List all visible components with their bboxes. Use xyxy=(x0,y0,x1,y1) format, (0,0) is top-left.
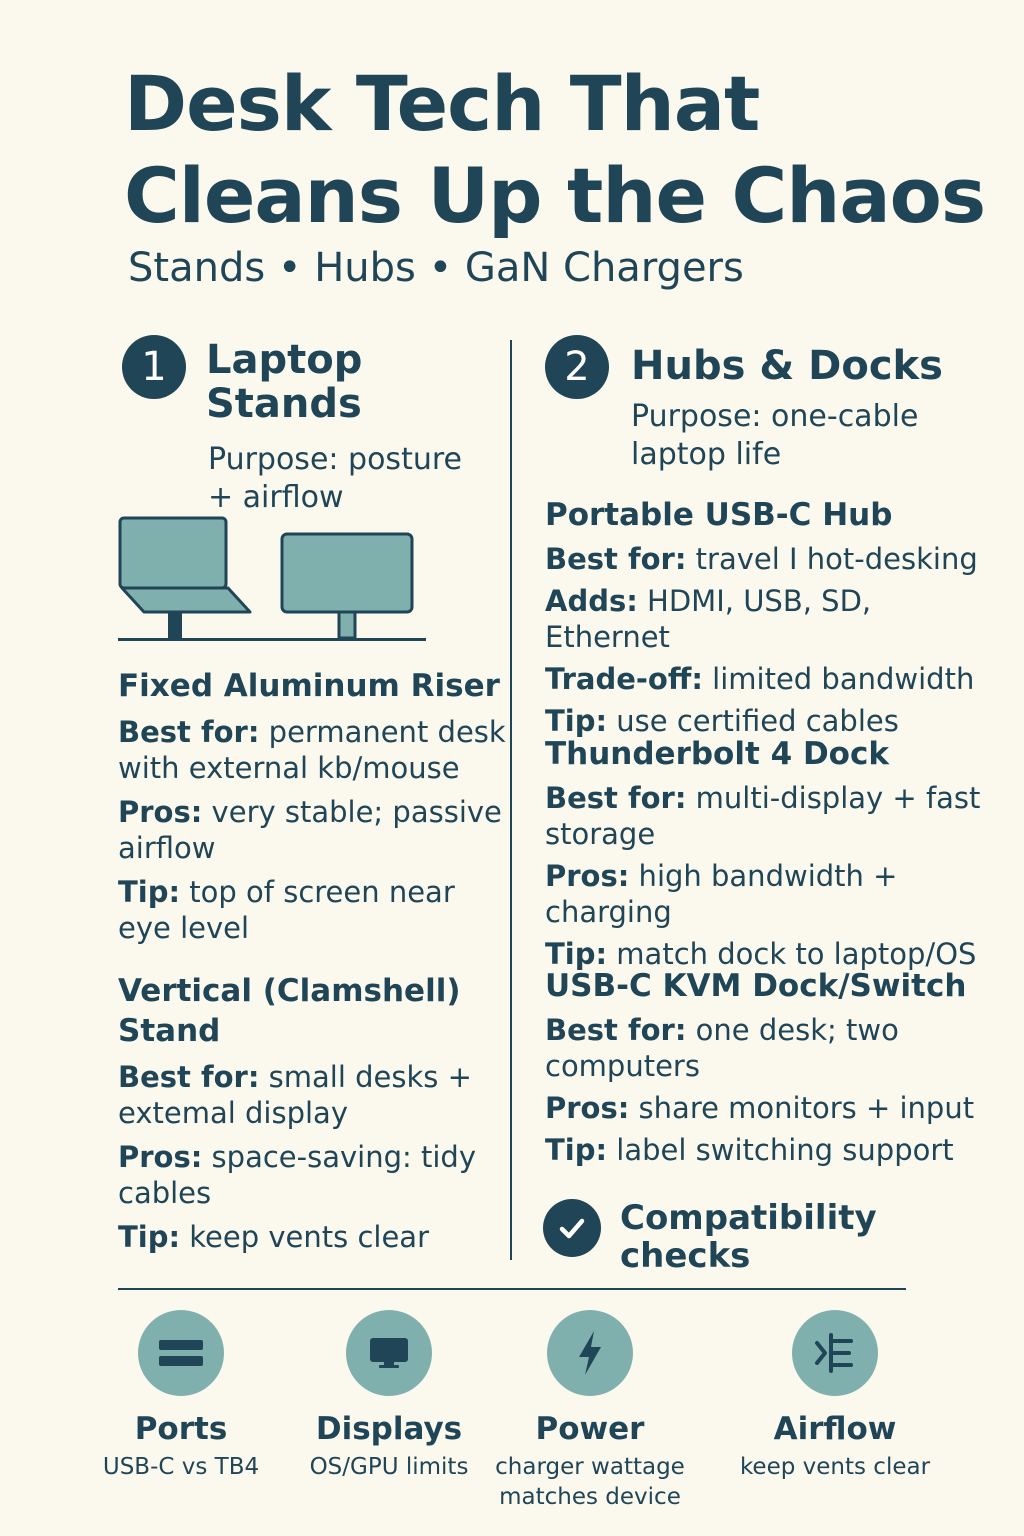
tip-label: Tip: xyxy=(545,937,608,971)
laptop-stands-purpose xyxy=(208,441,462,517)
hubs-docks-purpose-line2: laptop life xyxy=(631,437,782,472)
check-description-line1: OS/GPU limits xyxy=(309,1454,469,1480)
ports-icon xyxy=(138,1310,224,1396)
fixed-aluminum-riser-card xyxy=(118,666,508,946)
check-displays xyxy=(289,1310,489,1482)
page-subtitle: Stands • Hubs • GaN Chargers xyxy=(128,245,744,291)
best-for-label: Best for: xyxy=(545,1013,687,1047)
pros-text xyxy=(118,794,508,866)
item-title: Portable USB-C Hub xyxy=(545,497,893,533)
pros-text xyxy=(545,858,1005,930)
item-title: USB-C KVM Dock/Switch xyxy=(545,968,967,1004)
section-divider xyxy=(118,1288,906,1290)
best-for-text xyxy=(545,1012,1005,1084)
pros-value-line2: airflow xyxy=(118,831,216,865)
vertical-clamshell-stand-card xyxy=(118,971,508,1255)
page-title xyxy=(124,58,985,242)
compatibility-checks-line1: Compatibility xyxy=(620,1198,877,1238)
best-for-value-line2: extemal display xyxy=(118,1096,348,1130)
desk-surface-line xyxy=(118,638,426,641)
best-for-value-line2: computers xyxy=(545,1049,700,1083)
check-description xyxy=(735,1452,935,1482)
airflow-icon xyxy=(792,1310,878,1396)
adds-text xyxy=(545,583,1005,655)
item-title xyxy=(118,971,508,1051)
check-description xyxy=(289,1452,489,1482)
pros-label: Pros: xyxy=(118,1140,203,1174)
pros-value-line1: very stable; passive xyxy=(202,795,502,829)
best-for-text xyxy=(118,1059,508,1131)
laptop-stands-title-line2: Stands xyxy=(206,381,362,427)
adds-value: HDMI, USB, SD, Ethernet xyxy=(545,584,872,654)
tip-value-line2: eye level xyxy=(118,911,250,945)
best-for-value-line1: permanent desk xyxy=(259,715,506,749)
hubs-docks-title: Hubs & Docks xyxy=(631,343,943,389)
check-description-line2: matches device xyxy=(499,1484,681,1510)
tradeoff-text xyxy=(545,661,1005,697)
tradeoff-value: limited bandwidth xyxy=(702,662,975,696)
section-number-badge: 1 xyxy=(122,335,186,399)
tradeoff-label: Trade-off: xyxy=(545,662,703,696)
pros-label: Pros: xyxy=(118,795,203,829)
check-description-line1: charger wattage xyxy=(495,1454,685,1480)
hubs-docks-purpose xyxy=(631,398,918,474)
hubs-docks-purpose-line1: Purpose: one-cable xyxy=(631,399,919,434)
item-title-line2: Stand xyxy=(118,1013,221,1049)
tip-text xyxy=(118,874,508,946)
tip-text xyxy=(118,1219,508,1255)
item-title: Thunderbolt 4 Dock xyxy=(545,736,889,772)
check-description xyxy=(81,1452,281,1482)
tip-label: Tip: xyxy=(118,1220,181,1254)
pros-text xyxy=(118,1139,508,1211)
check-ports xyxy=(81,1310,281,1482)
item-title-line1: Vertical (Clamshell) xyxy=(118,973,461,1009)
tip-label: Tip: xyxy=(118,875,181,909)
pros-value-line1: space-saving: tidy xyxy=(202,1140,476,1174)
laptop-stands-illustration xyxy=(116,514,432,646)
tip-value: keep vents clear xyxy=(180,1220,429,1254)
best-for-label: Best for: xyxy=(118,1060,260,1094)
best-for-value-line1: multi-display + fast xyxy=(686,781,981,815)
check-description-line1: keep vents clear xyxy=(739,1454,931,1480)
best-for-value-line1: small desks + xyxy=(259,1060,472,1094)
check-airflow xyxy=(735,1310,935,1482)
portable-usb-c-hub-card xyxy=(545,495,1005,739)
best-for-text xyxy=(545,780,1005,852)
pros-text xyxy=(545,1090,1005,1126)
laptop-stands-title xyxy=(206,338,362,426)
tip-value-line1: top of screen near xyxy=(180,875,455,909)
tip-text xyxy=(545,1132,1005,1168)
best-for-text xyxy=(118,714,508,786)
tip-value: label switching support xyxy=(607,1133,954,1167)
column-divider xyxy=(510,340,512,1260)
best-for-value-line2: with external kb/mouse xyxy=(118,751,460,785)
checkmark-icon xyxy=(555,1211,589,1245)
check-power xyxy=(490,1310,690,1512)
best-for-label: Best for: xyxy=(118,715,260,749)
display-icon xyxy=(346,1310,432,1396)
pros-value: high bandwidth + charging xyxy=(545,859,898,929)
tip-value: use certified cables xyxy=(607,704,899,738)
checkmark-badge xyxy=(543,1199,601,1257)
laptop-stands-title-line1: Laptop xyxy=(206,337,363,383)
check-title: Power xyxy=(535,1411,645,1447)
tip-value: match dock to laptop/OS xyxy=(607,937,977,971)
page-title-line1: Desk Tech That xyxy=(124,59,760,148)
pros-label: Pros: xyxy=(545,1091,630,1125)
pros-value: share monitors + input xyxy=(629,1091,975,1125)
check-title: Ports xyxy=(134,1411,228,1447)
section-number-badge: 2 xyxy=(545,335,609,399)
compatibility-checks-line2: checks xyxy=(620,1236,751,1276)
check-description xyxy=(490,1452,690,1512)
best-for-label: Best for: xyxy=(545,781,687,815)
vertical-monitor-stand-icon xyxy=(282,534,412,638)
pros-value-line2: cables xyxy=(118,1176,212,1210)
best-for-value: travel I hot-desking xyxy=(686,542,978,576)
best-for-label: Best for: xyxy=(545,542,687,576)
adds-label: Adds: xyxy=(545,584,638,618)
laptop-stands-purpose-line2: + airflow xyxy=(208,480,344,515)
best-for-text xyxy=(545,541,1005,577)
compatibility-checks-title xyxy=(620,1199,877,1275)
best-for-value-line1: one desk; two xyxy=(686,1013,899,1047)
tip-label: Tip: xyxy=(545,704,608,738)
lightning-bolt-icon xyxy=(547,1310,633,1396)
best-for-value-line2: storage xyxy=(545,817,656,851)
check-title: Displays xyxy=(315,1411,463,1447)
check-title: Airflow xyxy=(773,1411,897,1447)
usb-c-kvm-dock-card xyxy=(545,966,1005,1168)
laptop-stands-purpose-line1: Purpose: posture xyxy=(208,442,462,477)
pros-label: Pros: xyxy=(545,859,630,893)
page-title-line2: Cleans Up the Chaos xyxy=(124,151,986,240)
tip-label: Tip: xyxy=(545,1133,608,1167)
thunderbolt-4-dock-card xyxy=(545,734,1005,972)
item-title: Fixed Aluminum Riser xyxy=(118,668,500,704)
laptop-on-riser-icon xyxy=(120,518,250,638)
check-description-line1: USB-C vs TB4 xyxy=(102,1454,260,1480)
